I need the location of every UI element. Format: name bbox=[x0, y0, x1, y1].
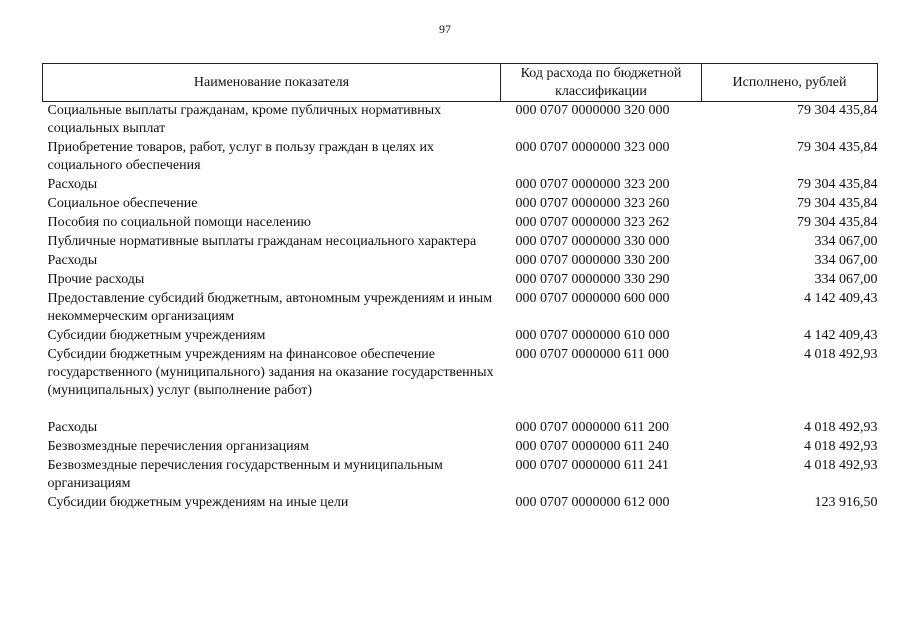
row-amount: 4 018 492,93 bbox=[804, 458, 878, 473]
row-name: Субсидии бюджетным учреждениям на финансовое обеспечение государственного (муниципального) задания на оказание государственных (муниципальных) услуг (выполнение работ) bbox=[47, 347, 494, 398]
row-amount: 79 304 435,84 bbox=[797, 140, 878, 155]
spacer-cell bbox=[43, 401, 501, 419]
row-amount: 334 067,00 bbox=[814, 253, 878, 268]
column-header-name: Наименование показателя bbox=[43, 64, 501, 102]
row-name: Прочие расходы bbox=[47, 272, 145, 287]
row-name: Социальные выплаты гражданам, кроме публичных нормативных социальных выплат bbox=[47, 103, 442, 136]
row-amount: 4 018 492,93 bbox=[804, 347, 878, 362]
row-name: Расходы bbox=[47, 253, 98, 268]
row-code: 000 0707 0000000 330 000 bbox=[515, 234, 670, 249]
table-row bbox=[43, 327, 878, 346]
table-row bbox=[43, 346, 878, 401]
table-row bbox=[43, 290, 878, 327]
header-row bbox=[43, 64, 878, 102]
row-amount: 4 142 409,43 bbox=[804, 291, 878, 306]
column-header-amount: Исполнено, рублей bbox=[702, 64, 878, 102]
table-row bbox=[43, 438, 878, 457]
table-row bbox=[43, 176, 878, 195]
table-row bbox=[43, 195, 878, 214]
row-code: 000 0707 0000000 323 262 bbox=[515, 215, 670, 230]
table-row bbox=[43, 252, 878, 271]
row-amount: 4 018 492,93 bbox=[804, 420, 878, 435]
column-header-code: Код расхода по бюджетной классификации bbox=[501, 64, 702, 102]
row-name: Субсидии бюджетным учреждениям на иные цели bbox=[47, 495, 349, 510]
row-code: 000 0707 0000000 611 000 bbox=[515, 347, 669, 362]
row-amount: 79 304 435,84 bbox=[797, 177, 878, 192]
table-header bbox=[43, 64, 878, 102]
row-name: Безвозмездные перечисления организациям bbox=[47, 439, 309, 454]
row-name: Безвозмездные перечисления государственным и муниципальным организациям bbox=[47, 458, 443, 491]
row-code: 000 0707 0000000 600 000 bbox=[515, 291, 670, 306]
table-row bbox=[43, 457, 878, 494]
row-code: 000 0707 0000000 611 200 bbox=[515, 420, 669, 435]
row-amount: 4 142 409,43 bbox=[804, 328, 878, 343]
row-code: 000 0707 0000000 330 200 bbox=[515, 253, 670, 268]
table-row bbox=[43, 494, 878, 513]
table-row bbox=[43, 214, 878, 233]
row-name: Социальное обеспечение bbox=[47, 196, 198, 211]
row-amount: 123 916,50 bbox=[814, 495, 878, 510]
row-code: 000 0707 0000000 323 000 bbox=[515, 140, 670, 155]
table-body bbox=[43, 102, 878, 514]
table-row bbox=[43, 271, 878, 290]
spacer-cell bbox=[702, 401, 878, 419]
budget-execution-table bbox=[42, 63, 878, 513]
row-name: Субсидии бюджетным учреждениям bbox=[47, 328, 266, 343]
row-amount: 79 304 435,84 bbox=[797, 103, 878, 118]
spacer-cell bbox=[501, 401, 702, 419]
row-amount: 4 018 492,93 bbox=[804, 439, 878, 454]
row-name: Расходы bbox=[47, 420, 98, 435]
row-name: Пособия по социальной помощи населению bbox=[47, 215, 311, 230]
row-code: 000 0707 0000000 612 000 bbox=[515, 495, 670, 510]
row-name: Предоставление субсидий бюджетным, автономным учреждениям и иным некоммерческим организациям bbox=[47, 291, 493, 324]
row-code: 000 0707 0000000 323 260 bbox=[515, 196, 670, 211]
row-amount: 334 067,00 bbox=[814, 272, 878, 287]
row-name: Публичные нормативные выплаты гражданам несоциального характера bbox=[47, 234, 477, 249]
table-row bbox=[43, 102, 878, 140]
row-name: Расходы bbox=[47, 177, 98, 192]
row-code: 000 0707 0000000 330 290 bbox=[515, 272, 670, 287]
spacer-row bbox=[43, 401, 878, 419]
row-code: 000 0707 0000000 611 240 bbox=[515, 439, 669, 454]
table-row bbox=[43, 419, 878, 438]
row-code: 000 0707 0000000 323 200 bbox=[515, 177, 670, 192]
page-number: 97 bbox=[439, 22, 451, 36]
row-amount: 334 067,00 bbox=[814, 234, 878, 249]
row-code: 000 0707 0000000 320 000 bbox=[515, 103, 670, 118]
row-amount: 79 304 435,84 bbox=[797, 196, 878, 211]
row-code: 000 0707 0000000 610 000 bbox=[515, 328, 670, 343]
row-code: 000 0707 0000000 611 241 bbox=[515, 458, 669, 473]
table-row bbox=[43, 139, 878, 176]
row-name: Приобретение товаров, работ, услуг в пользу граждан в целях их социального обеспечения bbox=[47, 140, 435, 173]
row-amount: 79 304 435,84 bbox=[797, 215, 878, 230]
table-row bbox=[43, 233, 878, 252]
